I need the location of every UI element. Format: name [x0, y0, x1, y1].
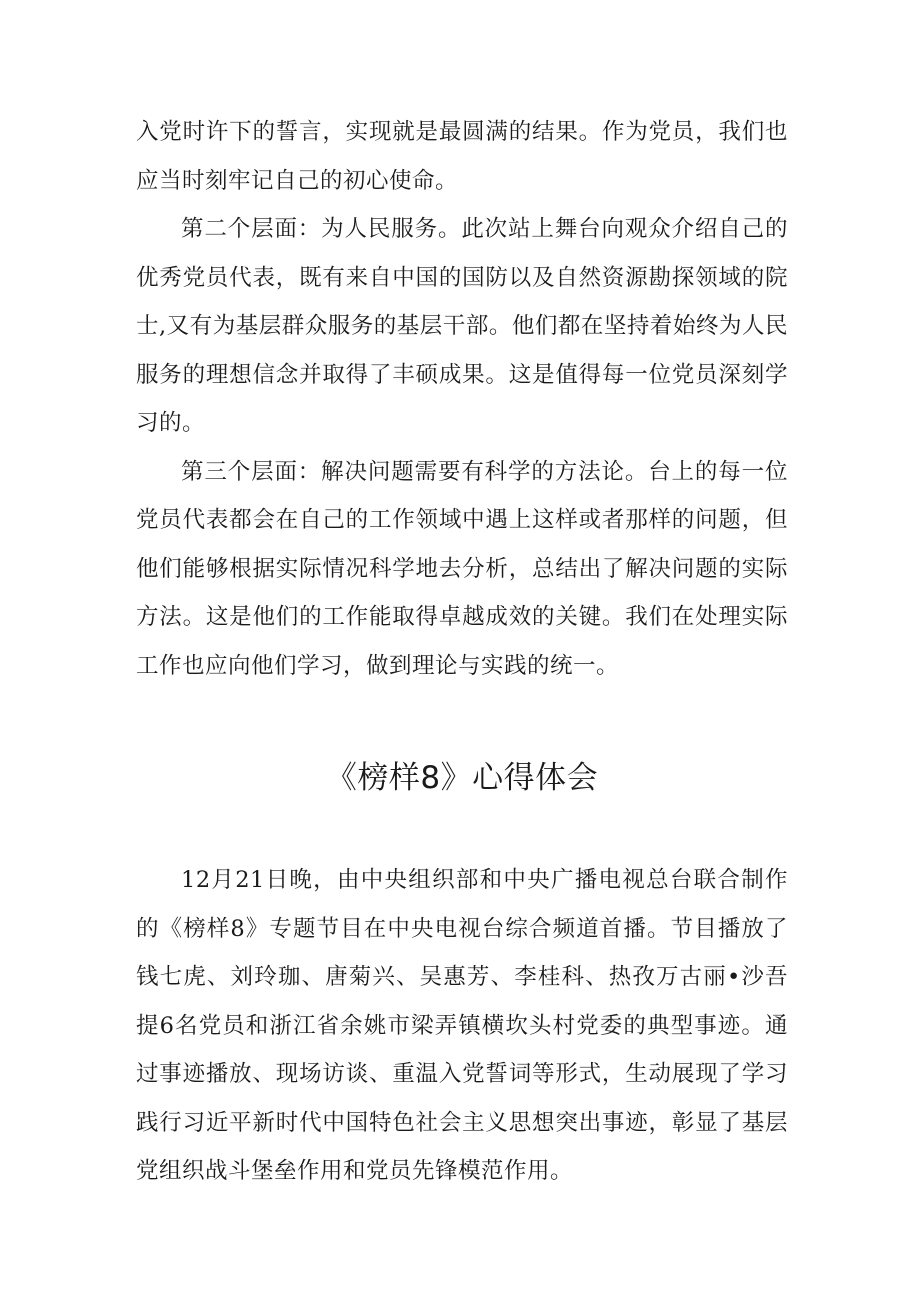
paragraph-intro: 12月21日晚，由中央组织部和中央广播电视总台联合制作的《榜样8》专题节目在中央电视台综合频道首播。节目播放了钱七虎、刘玲珈、唐菊兴、吴惠芳、李桂科、热孜万古丽•沙吾提6名党员和浙江省余姚市梁弄镇横坎头村党委的典型事迹。通过事迹播放、现场访谈、重温入党誓词等形式，生动展现了学习践行习近平新时代中国特色社会主义思想突出事迹，彰显了基层党组织战斗堡垒作用和党员先锋模范作用。: [136, 867, 788, 1184]
paragraph-second-aspect: 第二个层面：为人民服务。此次站上舞台向观众介绍自己的优秀党员代表，既有来自中国的国防以及自然资源勘探领域的院士,又有为基层群众服务的基层干部。他们都在坚持着始终为人民服务的理想信念并取得了丰硕成果。这是值得每一位党员深刻学习的。: [136, 216, 788, 436]
paragraph-continuation: 入党时许下的誓言，实现就是最圆满的结果。作为党员，我们也应当时刻牢记自己的初心使命。: [136, 119, 788, 194]
paragraph-third-aspect: 第三个层面：解决问题需要有科学的方法论。台上的每一位党员代表都会在自己的工作领域中遇上这样或者那样的问题，但他们能够根据实际情况科学地去分析，总结出了解决问题的实际方法。这是他们的工作能取得卓越成效的关键。我们在处理实际工作也应向他们学习，做到理论与实践的统一。: [136, 458, 788, 679]
section-title: 《榜样8》心得体会: [325, 760, 599, 796]
document-page: [136, 108, 788, 1196]
